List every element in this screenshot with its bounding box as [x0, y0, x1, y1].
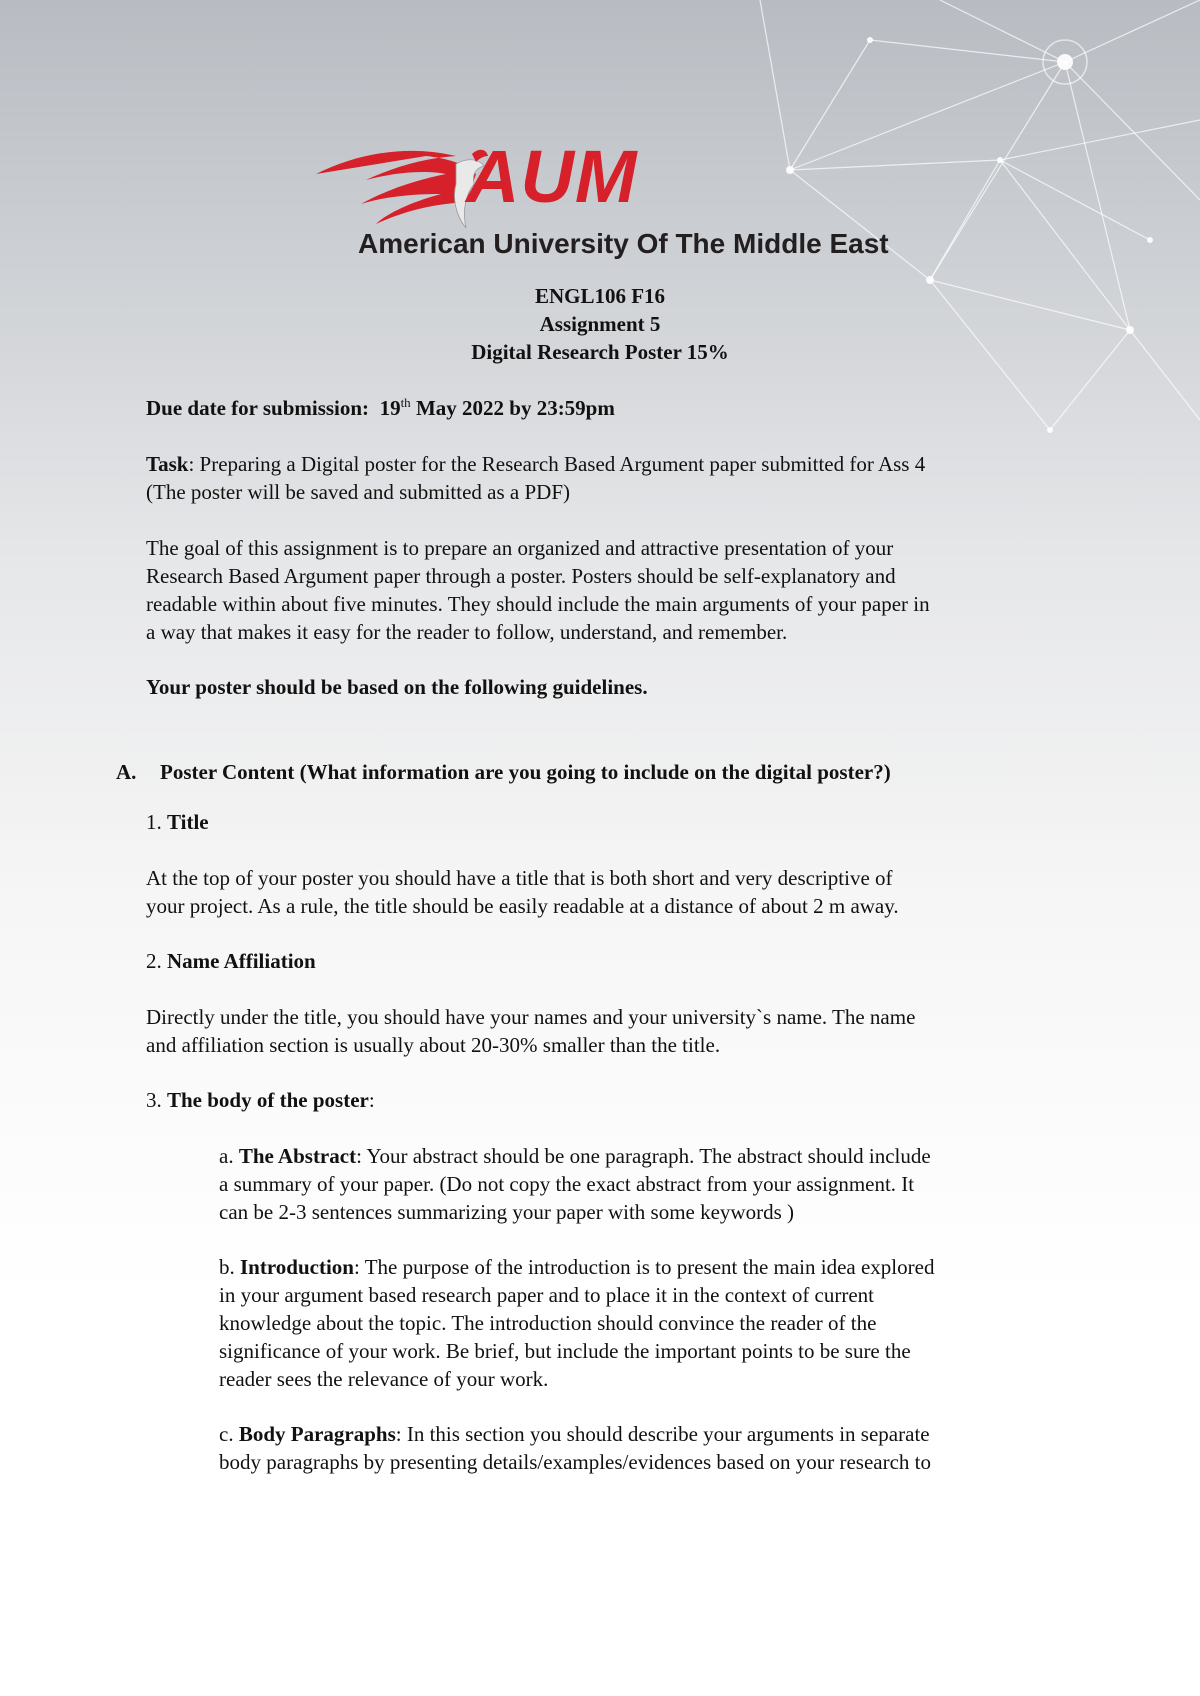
introduction-line: significance of your work. Be brief, but include the important points to be sure the [219, 1339, 911, 1363]
due-day-suffix: th [400, 395, 411, 410]
abstract-line-1: : Your abstract should be one paragraph. The abstract should include [356, 1144, 931, 1168]
item-2-line: and affiliation section is usually about 20-30% smaller than the title. [146, 1033, 721, 1057]
introduction-line-1: : The purpose of the introduction is to present the main idea explored [353, 1255, 935, 1279]
item-1-heading [146, 808, 209, 836]
task-paragraph [146, 450, 1066, 506]
assignment-number: Assignment 5 [539, 312, 661, 336]
item-2-number: 2. [146, 949, 162, 973]
goal-line: The goal of this assignment is to prepare an organized and attractive presentation of your [146, 536, 894, 560]
introduction-letter: b. [219, 1255, 235, 1279]
abstract-line: can be 2-3 sentences summarizing your paper with some keywords ) [219, 1200, 794, 1224]
task-label: Task [146, 452, 189, 476]
item-2-title: Name Affiliation [167, 949, 316, 973]
introduction-line: in your argument based research paper and to place it in the context of current [219, 1283, 875, 1307]
due-rest: May 2022 by 23:59pm [415, 396, 615, 420]
goal-line: Research Based Argument paper through a poster. Posters should be self-explanatory and [146, 564, 896, 588]
item-3-number: 3. [146, 1088, 162, 1112]
abstract-title: The Abstract [238, 1144, 357, 1168]
body-paragraphs-line-1: : In this section you should describe your arguments in separate [395, 1422, 930, 1446]
introduction-title: Introduction [240, 1255, 354, 1279]
item-1-number: 1. [146, 810, 162, 834]
item-1-line: At the top of your poster you should have a title that is both short and very descriptive of [146, 866, 893, 890]
task-line-1: : Preparing a Digital poster for the Research Based Argument paper submitted for Ass 4 [188, 452, 926, 476]
body-paragraphs-section [219, 1420, 1069, 1476]
logo-wordmark: AUM [466, 135, 638, 218]
goal-line: a way that makes it easy for the reader to follow, understand, and remember. [146, 620, 788, 644]
introduction-line: reader sees the relevance of your work. [219, 1367, 549, 1391]
abstract-line: a summary of your paper. (Do not copy the exact abstract from your assignment. It [219, 1172, 915, 1196]
item-1-line: your project. As a rule, the title should be easily readable at a distance of about 2 m away. [146, 894, 899, 918]
body-paragraphs-line: body paragraphs by presenting details/examples/evidences based on your research to [219, 1450, 932, 1474]
abstract-letter: a. [219, 1144, 234, 1168]
goal-line: readable within about five minutes. They should include the main arguments of your paper in [146, 592, 930, 616]
university-name: American University Of The Middle East [358, 228, 889, 259]
item-3-colon: : [368, 1088, 375, 1112]
item-3-title: The body of the poster [167, 1088, 369, 1112]
body-paragraphs-letter: c. [219, 1422, 234, 1446]
guidelines-statement: Your poster should be based on the following guidelines. [146, 675, 648, 699]
item-2-heading [146, 947, 316, 975]
section-a-marker: A. [116, 760, 137, 784]
section-a-heading: Poster Content (What information are you going to include on the digital poster?) [160, 760, 891, 784]
aum-logo [316, 135, 896, 270]
due-date [146, 394, 615, 422]
document-title: Digital Research Poster 15% [471, 340, 729, 364]
task-line-2: (The poster will be saved and submitted as a PDF) [146, 480, 570, 504]
item-2-line: Directly under the title, you should have your names and your university`s name. The name [146, 1005, 916, 1029]
item-1-body [146, 864, 1066, 920]
course-code: ENGL106 F16 [534, 284, 666, 308]
introduction-line: knowledge about the topic. The introduction should convince the reader of the [219, 1311, 877, 1335]
due-day: 19 [379, 396, 401, 420]
item-3-heading [146, 1086, 375, 1114]
abstract-section [219, 1142, 1069, 1226]
item-2-body [146, 1003, 1066, 1059]
body-paragraphs-title: Body Paragraphs [238, 1422, 396, 1446]
due-label: Due date for submission: [146, 396, 370, 420]
introduction-section [219, 1253, 1069, 1393]
item-1-title: Title [167, 810, 209, 834]
goal-paragraph [146, 534, 1066, 646]
